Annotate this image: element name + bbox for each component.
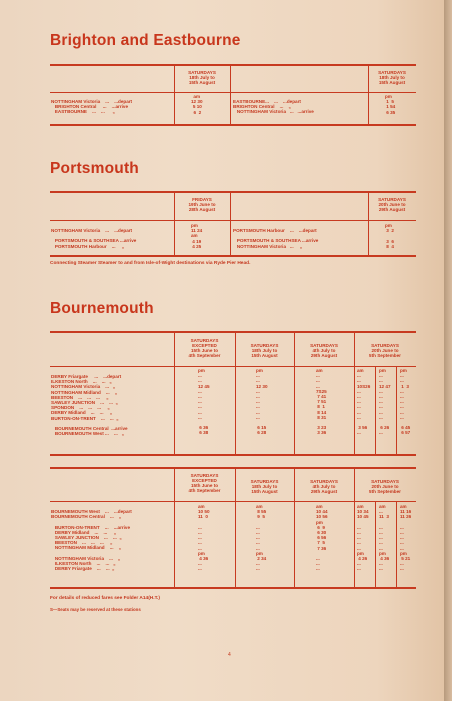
table-header-rule [50,220,416,221]
column-divider [375,501,376,587]
table-bottom-rule [50,124,416,126]
time-column: pm ... ... 12 30 ... ... ... ... ... ... 6 15 6 28 [256,368,268,436]
time-column: pm 11 24 am 4 19 4 25 [191,223,203,249]
column-header: SATURDAYS 20th June to 5th September [369,479,401,495]
time-column: pm ... ... 12 45 ... ... ... ... ... ... 6 36 6 38 [198,368,210,436]
time-column: pm 3 2 3 6 8 4 [385,223,394,249]
table-top-rule [50,191,416,193]
page-number: 4 [228,652,231,658]
table-bottom-rule [50,587,416,589]
time-column: am 11 16 11 26 ... ... ... ... ... pm 5 21 ... ... [400,504,412,572]
time-column: pm ... ... 12 47 ... ... ... ... ... ... 6 26 ... [379,368,391,436]
column-header: SATURDAYS 18th July to 15th August [250,343,279,359]
column-divider [396,366,397,454]
station-list: EASTBOURNE... ... ...depart BRIGHTON Central ... „ NOTTINGHAM Victoria ... ...arrive [233,99,314,115]
table-header-rule [50,92,416,93]
column-divider [230,64,231,124]
column-header: SATURDAYS 18th July to 15th August [378,70,406,86]
fares-note: For details of reduced fares see Folder A14(H.T.) [50,596,160,601]
station-list: DERBY Friargate ... ...depart ILKESTON North ... ... „ NOTTINGHAM Victoria ... „ NOTTINGHAM Midland ... „ BEESTON ... ... ... „ SAWLEY JUNCTION ... ... „ SPONDON ... ... ... „ DERBY Midland ... ... „ BURTON-ON-TRENT ... ... „ BOURNEMOUTH Central ...arrive BOURNEMOUTH West ... ... „ [51,374,128,437]
table-top-rule [50,64,416,66]
time-column: am 10 34 10 45 ... ... ... ... ... pm 4 26 ... ... [357,504,369,572]
table-bottom-rule [50,454,416,456]
steamer-note: Connecting Steamer Steamer to and from Isle-of-Wight destinations via Ryde Pier Head. [50,261,251,266]
reservation-note: S—Seats may be reserved at these stations [50,607,141,612]
station-list: BOURNEMOUTH West ... ...depart BOURNEMOUTH Central ... „ BURTON-ON-TRENT ... ...arrive DERBY Midland ... ... „ SAWLEY JUNCTION ... ... „ BEESTON ... ... ... „ NOTTINGHAM Midland ... „ NOTTINGHAM Victoria ... „ ILKESTON North ... ... „ DERBY Friargate ... ... „ [51,509,132,572]
time-column: am 8 55 9 5 ... ... ... ... ... pm 2 34 ... ... [256,504,267,572]
station-list: PORTSMOUTH Harbour ... ...depart PORTSMOUTH & SOUTHSEA ...arrive NOTTINGHAM Victoria ... „ [233,228,319,249]
table-header-rule [50,501,416,502]
column-header: SATURDAYS 4th July to 29th August [310,479,338,495]
time-column: am ... ... ... 7S25 7 41 7 51 8 1 8 14 8 31 3 23 3 36 [316,368,327,436]
section-title-portsmouth: Portsmouth [50,160,139,177]
station-list: NOTTINGHAM Victoria ... ...depart PORTSMOUTH & SOUTHSEA ...arrive PORTSMOUTH Harbour ... „ [51,228,137,249]
column-divider [396,501,397,587]
section-title-bournemouth: Bournemouth [50,300,154,317]
column-header: SATURDAYS EXCEPTED 15th June to 4th September [188,338,221,359]
column-divider [375,366,376,454]
time-column: am 12 30 5 10 6 2 [191,94,203,115]
table-top-rule [50,467,416,469]
column-header: SATURDAYS 18th July to 15th August [188,70,216,86]
time-column: pm ... ... 1 3 ... ... ... ... ... ... 6 45 6 57 [400,368,411,436]
column-header: SATURDAYS 20th June to 5th September [369,343,401,359]
time-column: pm 1 5 1 54 6 35 [385,94,396,115]
station-list: NOTTINGHAM Victoria ... ...depart BRIGHTON Central ... ...arrive EASTBOURNE ... ... „ [51,99,133,115]
column-divider [230,191,231,255]
table-header-rule [50,366,416,367]
column-header: SATURDAYS 20th June to 29th August [378,197,406,213]
column-header: SATURDAYS 4th July to 29th August [310,343,338,359]
table-bottom-rule [50,255,416,257]
column-header: FRIDAYS 19th June to 28th August [188,197,216,213]
column-header: SATURDAYS 18th July to 15th August [250,479,279,495]
section-title-brighton: Brighton and Eastbourne [50,32,241,49]
time-column: am ... ... 10S26 ... ... ... ... ... ... 3 56 ... [357,368,371,436]
booklet-spine [444,0,452,701]
table-top-rule [50,331,416,333]
time-column: am ... 11 3 ... ... ... ... ... pm 4 36 ... ... [379,504,390,572]
time-column: am 10 50 11 0 ... ... ... ... ... pm 4 36 ... ... [198,504,210,572]
time-column: am 10 44 10 56 pm 6 9 6 30 6 56 7 5 7 36 ... ... ... [316,504,328,572]
column-header: SATURDAYS EXCEPTED 15th June to 4th September [188,473,221,494]
